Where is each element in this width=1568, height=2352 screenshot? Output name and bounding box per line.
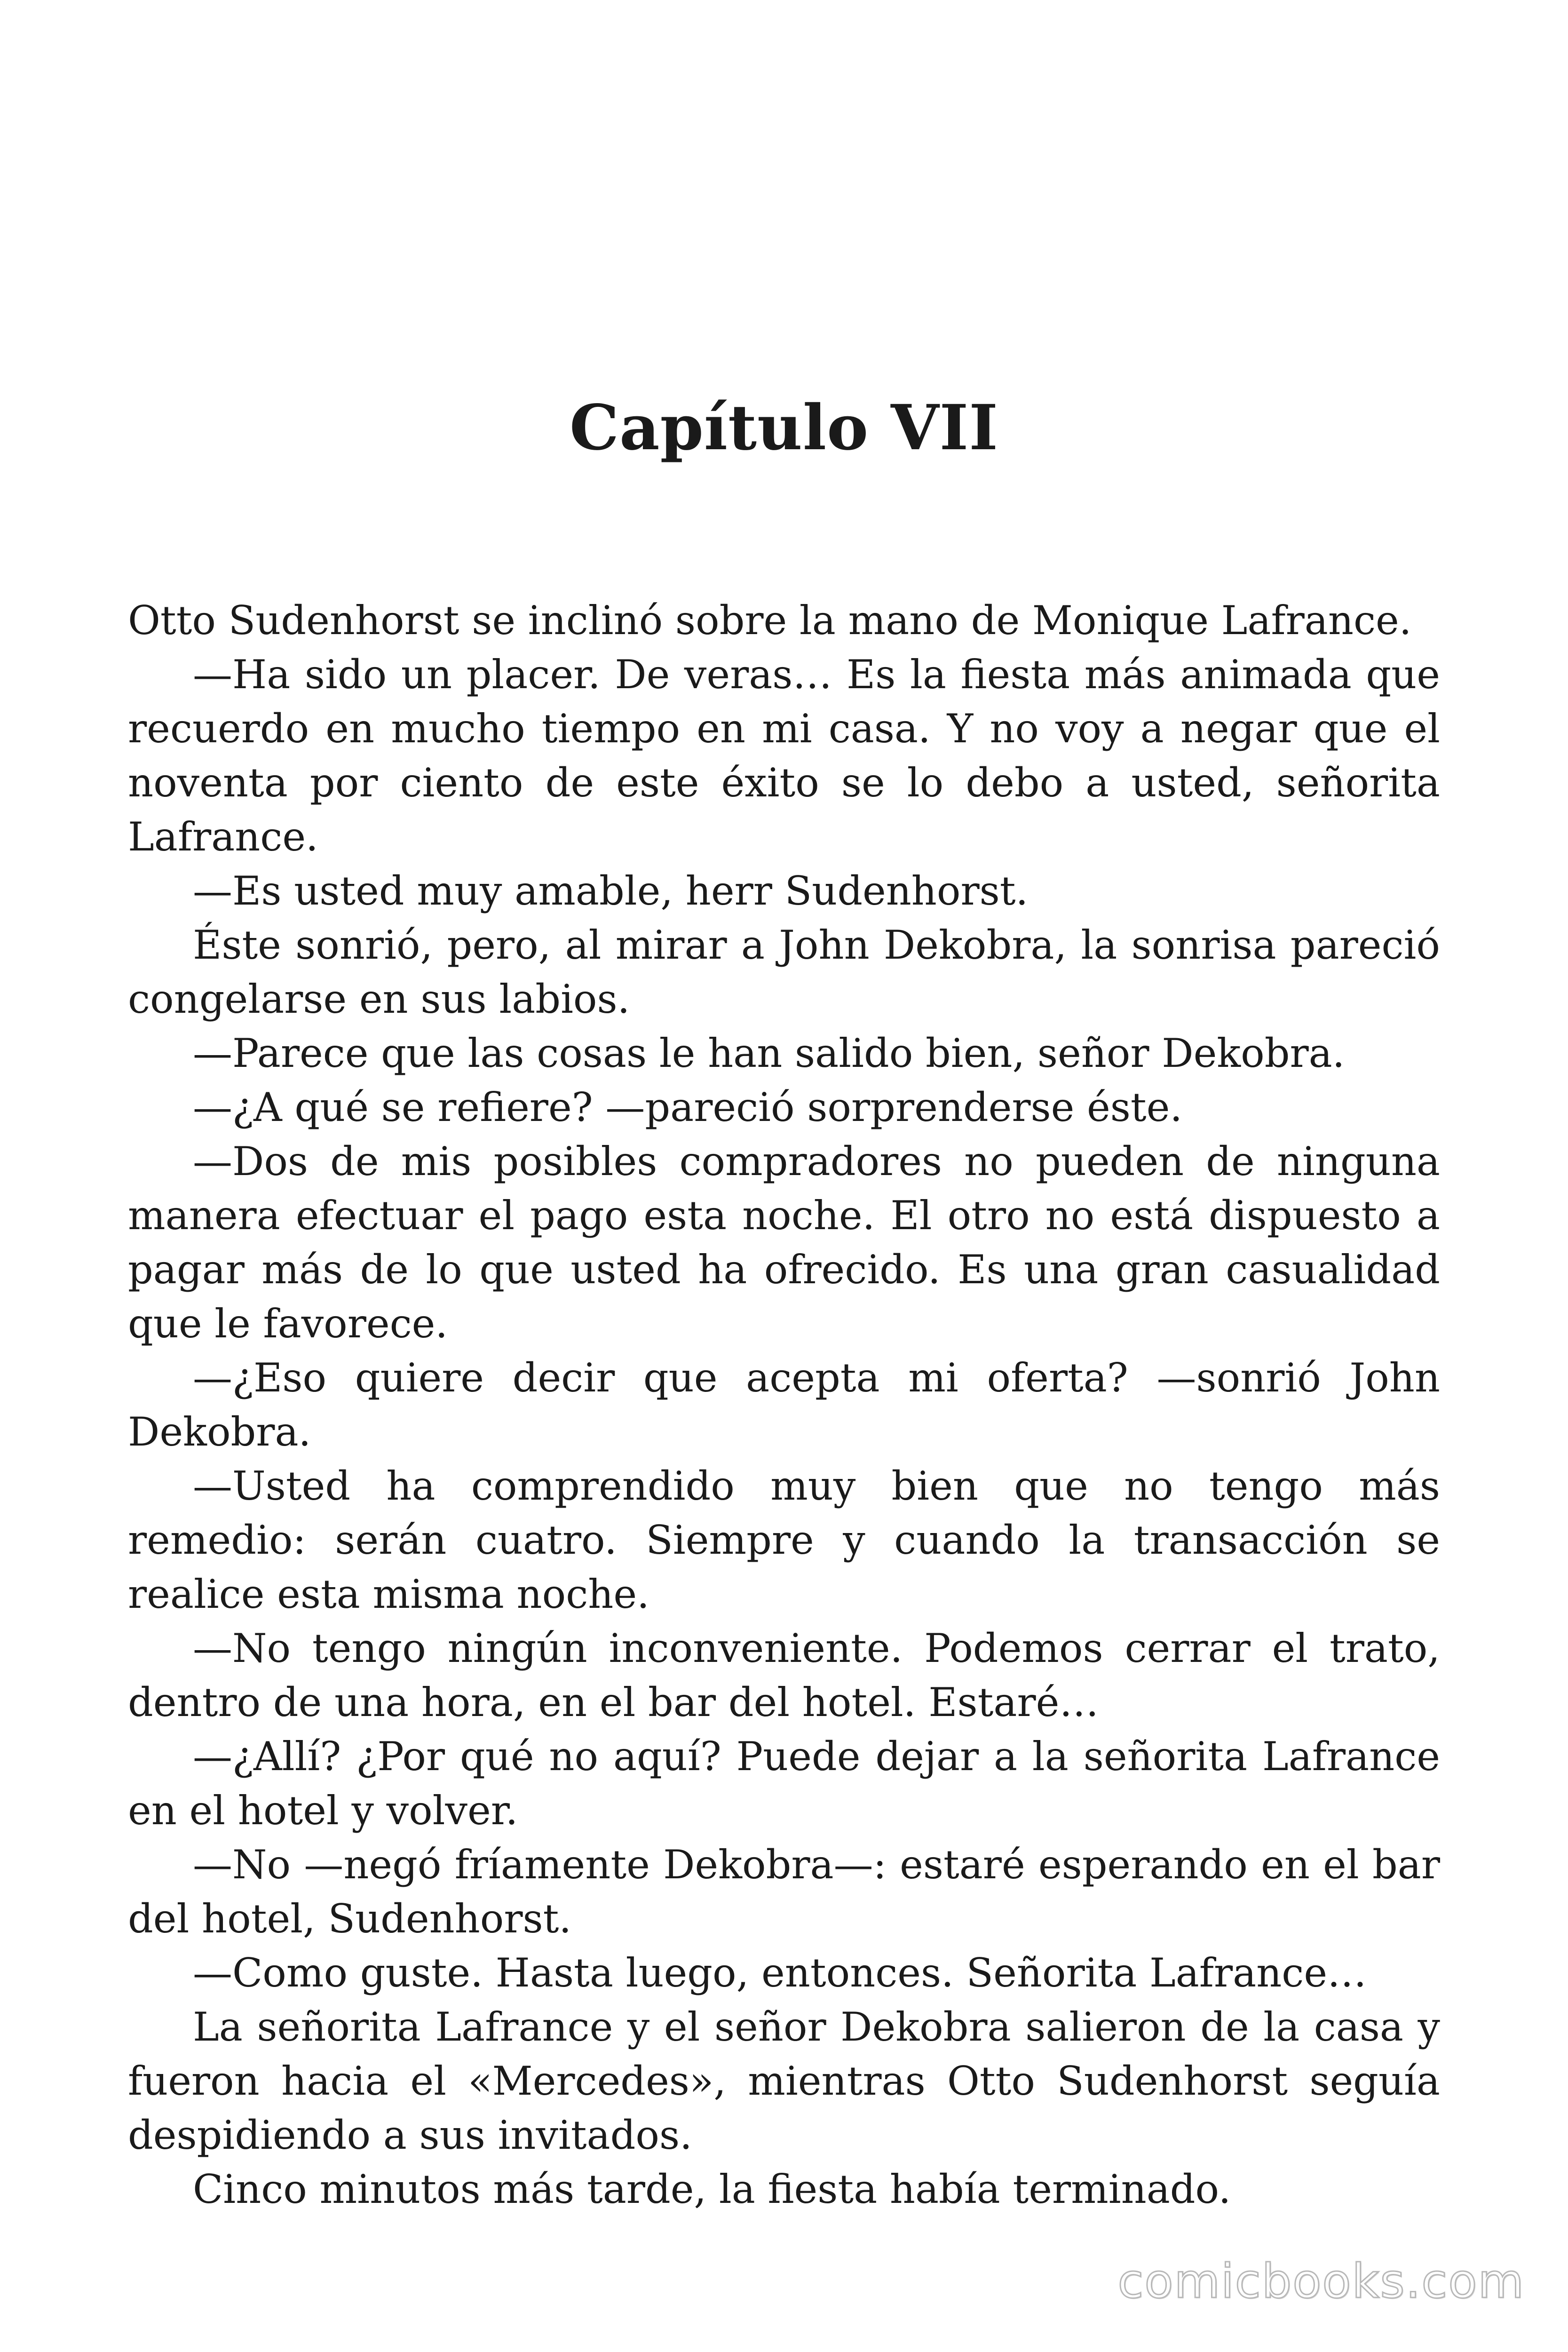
paragraph: —Es usted muy amable, herr Sudenhorst.: [193, 868, 1029, 914]
paragraph: —¿A qué se refiere? —pareció sorprenderse éste.: [193, 1084, 1183, 1130]
paragraph: —No tengo ningún inconveniente. Podemos cerrar el trato, dentro de una hora, en el bar del hotel. Estaré…: [128, 1625, 1440, 1725]
paragraph: La señorita Lafrance y el señor Dekobra salieron de la casa y fueron hacia el «Mercedes», mientras Otto Sudenhorst seguía despidiendo a sus invitados.: [128, 2004, 1440, 2158]
paragraph: —¿Eso quiere decir que acepta mi oferta? —sonrió John Dekobra.: [128, 1355, 1440, 1455]
paragraph: —Ha sido un placer. De veras… Es la fiesta más animada que recuerdo en mucho tiempo en mi casa. Y no voy a negar que el noventa por ciento de este éxito se lo debo a usted, señorita Lafrance.: [128, 652, 1440, 860]
paragraph: Otto Sudenhorst se inclinó sobre la mano de Monique Lafrance.: [128, 597, 1412, 644]
paragraph: Éste sonrió, pero, al mirar a John Dekobra, la sonrisa pareció congelarse en sus labios.: [128, 922, 1440, 1022]
paragraph: —No —negó fríamente Dekobra—: estaré esperando en el bar del hotel, Sudenhorst.: [128, 1842, 1440, 1942]
paragraph: —Parece que las cosas le han salido bien, señor Dekobra.: [193, 1030, 1345, 1076]
paragraph: —Dos de mis posibles compradores no pueden de ninguna manera efectuar el pago esta noche. El otro no está dispuesto a pagar más de lo que usted ha ofrecido. Es una gran casualidad que le favorece.: [128, 1138, 1440, 1347]
paragraph: —Como guste. Hasta luego, entonces. Señorita Lafrance…: [193, 1950, 1367, 1996]
paragraph: Cinco minutos más tarde, la fiesta había terminado.: [193, 2166, 1231, 2212]
paragraph: —Usted ha comprendido muy bien que no tengo más remedio: serán cuatro. Siempre y cuando la transacción se realice esta misma noche.: [128, 1463, 1440, 1617]
watermark: comicbooks.com: [1117, 2254, 1525, 2309]
paragraph: —¿Allí? ¿Por qué no aquí? Puede dejar a la señorita Lafrance en el hotel y volver.: [128, 1733, 1440, 1834]
chapter-body: [128, 594, 1440, 2217]
chapter-title: Capítulo VII: [569, 391, 999, 464]
